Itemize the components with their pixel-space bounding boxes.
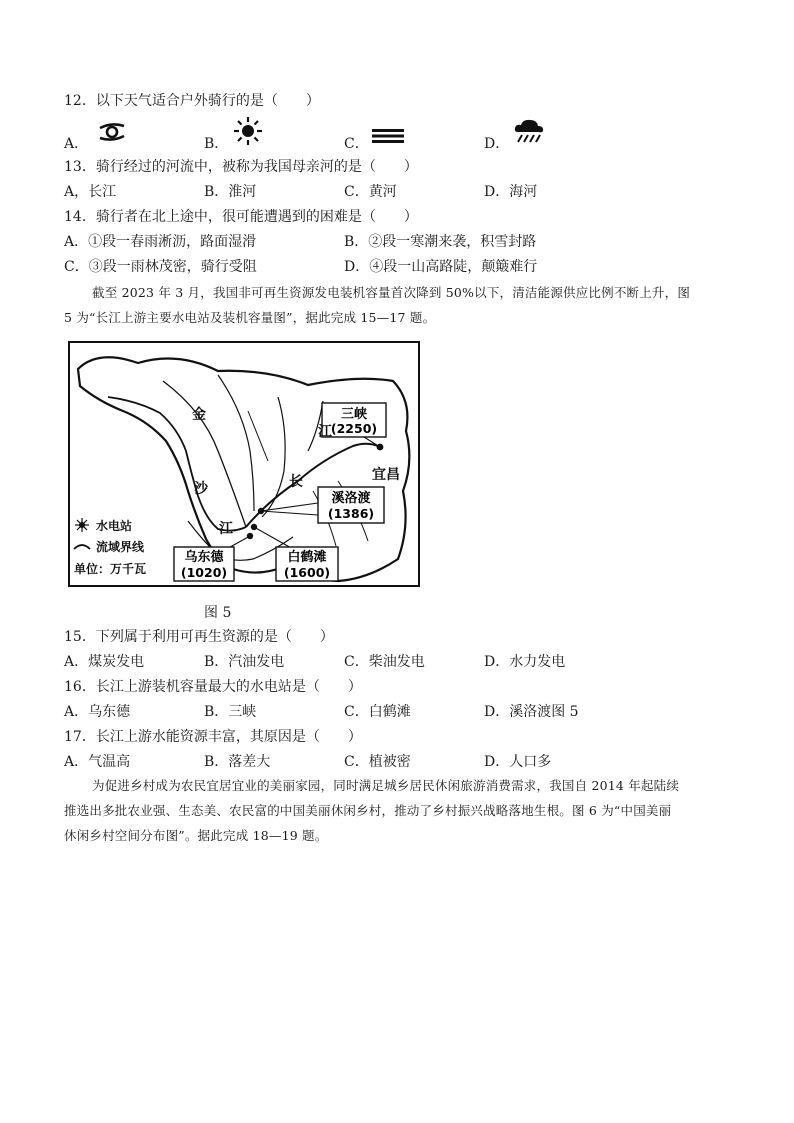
river-label-chang: 长 bbox=[289, 474, 303, 490]
station-capacity-xiluodu: (1386) bbox=[327, 506, 375, 521]
legend-station-icon bbox=[75, 518, 89, 532]
station-name-sanxia: 三峡 bbox=[340, 407, 368, 422]
q12-option-a: A． bbox=[64, 136, 89, 152]
question-17-stem: 17．长江上游水能资源丰富，其原因是（ ） bbox=[64, 729, 362, 745]
legend-station-label: 水电站 bbox=[96, 519, 133, 533]
station-capacity-wudongde: (1020) bbox=[180, 565, 228, 580]
station-capacity-sanxia: (2250) bbox=[330, 421, 378, 436]
question-15-stem: 15．下列属于利用可再生资源的是（ ） bbox=[64, 629, 334, 645]
intro1-line1: 截至 2023 年 3 月，我国非可再生资源发电装机容量首次降到 50%以下，清洁能源供应比例不断上升，图 bbox=[92, 285, 691, 300]
city-label-yichang: 宜昌 bbox=[372, 467, 400, 483]
q17-option-c: C．植被密 bbox=[344, 754, 411, 770]
question-13-stem: 13．骑行经过的河流中，被称为我国母亲河的是（ ） bbox=[64, 159, 418, 175]
question-14-stem: 14．骑行者在北上途中，很可能遭遇到的困难是（ ） bbox=[64, 209, 418, 225]
intro2-line1: 为促进乡村成为农民宜居宜业的美丽家园，同时满足城乡居民休闲旅游消费需求，我国自 2014 年起陆续 bbox=[92, 778, 680, 793]
q16-option-b: B．三峡 bbox=[204, 704, 257, 720]
q17-option-a: A．气温高 bbox=[64, 754, 131, 770]
q13-option-b: B．淮河 bbox=[204, 184, 257, 200]
typhoon-icon bbox=[96, 120, 128, 144]
q14-option-b: B．②段一寒潮来袭，积雪封路 bbox=[344, 234, 537, 250]
q14-option-c: C．③段一雨林茂密，骑行受阻 bbox=[64, 259, 257, 275]
station-capacity-baihetan: (1600) bbox=[283, 565, 331, 580]
q15-option-d: D．水力发电 bbox=[484, 654, 566, 670]
intro2-line2: 推选出多批农业强、生态美、农民富的中国美丽休闲乡村，推动了乡村振兴战略落地生根。图 6 为“中国美丽 bbox=[64, 803, 672, 818]
river-label-sha: 沙 bbox=[194, 481, 208, 497]
q14-option-d: D．④段一山高路陡，颠簸难行 bbox=[344, 259, 538, 275]
intro2-line3: 休闲乡村空间分布图”。据此完成 18—19 题。 bbox=[64, 828, 328, 843]
intro-paragraph-18-19 bbox=[64, 773, 734, 848]
rain-icon bbox=[512, 118, 546, 144]
yangtze-hydropower-map bbox=[68, 341, 420, 587]
q12-option-d: D． bbox=[484, 136, 510, 152]
legend-boundary-label: 流域界线 bbox=[96, 540, 145, 554]
fog-icon bbox=[372, 128, 404, 144]
sunny-icon bbox=[233, 116, 263, 146]
q13-option-d: D．海河 bbox=[484, 184, 538, 200]
question-16-stem: 16．长江上游装机容量最大的水电站是（ ） bbox=[64, 679, 362, 695]
intro-paragraph-15-17 bbox=[64, 280, 734, 330]
question-12-stem: 12．以下天气适合户外骑行的是（ ） bbox=[64, 93, 320, 109]
q13-option-c: C．黄河 bbox=[344, 184, 397, 200]
station-name-xiluodu: 溪洛渡 bbox=[331, 491, 371, 506]
station-name-baihetan: 白鹤滩 bbox=[287, 550, 327, 565]
river-label-jin: 金 bbox=[192, 407, 206, 423]
q15-option-b: B．汽油发电 bbox=[204, 654, 285, 670]
q12-option-b: B． bbox=[204, 136, 229, 152]
river-label-jiang1: 江 bbox=[219, 521, 233, 537]
q17-option-b: B．落差大 bbox=[204, 754, 271, 770]
station-name-wudongde: 乌东德 bbox=[184, 550, 224, 565]
legend-unit-label: 单位：万千瓦 bbox=[74, 562, 147, 576]
q17-option-d: D．人口多 bbox=[484, 754, 552, 770]
q15-option-a: A．煤炭发电 bbox=[64, 654, 145, 670]
river-label-jiang2: 江 bbox=[318, 424, 332, 440]
q16-option-d: D．溪洛渡图 5 bbox=[484, 704, 579, 720]
q16-option-c: C．白鹤滩 bbox=[344, 704, 411, 720]
q15-option-c: C．柴油发电 bbox=[344, 654, 425, 670]
q16-option-a: A．乌东德 bbox=[64, 704, 131, 720]
figure-5-caption: 图 5 bbox=[204, 605, 232, 621]
q13-option-a: A，长江 bbox=[64, 184, 117, 200]
intro1-line2: 5 为“长江上游主要水电站及装机容量图”，据此完成 15—17 题。 bbox=[64, 310, 436, 325]
q14-option-a: A．①段一春雨淅沥，路面湿滑 bbox=[64, 234, 257, 250]
q12-option-c: C． bbox=[344, 136, 369, 152]
